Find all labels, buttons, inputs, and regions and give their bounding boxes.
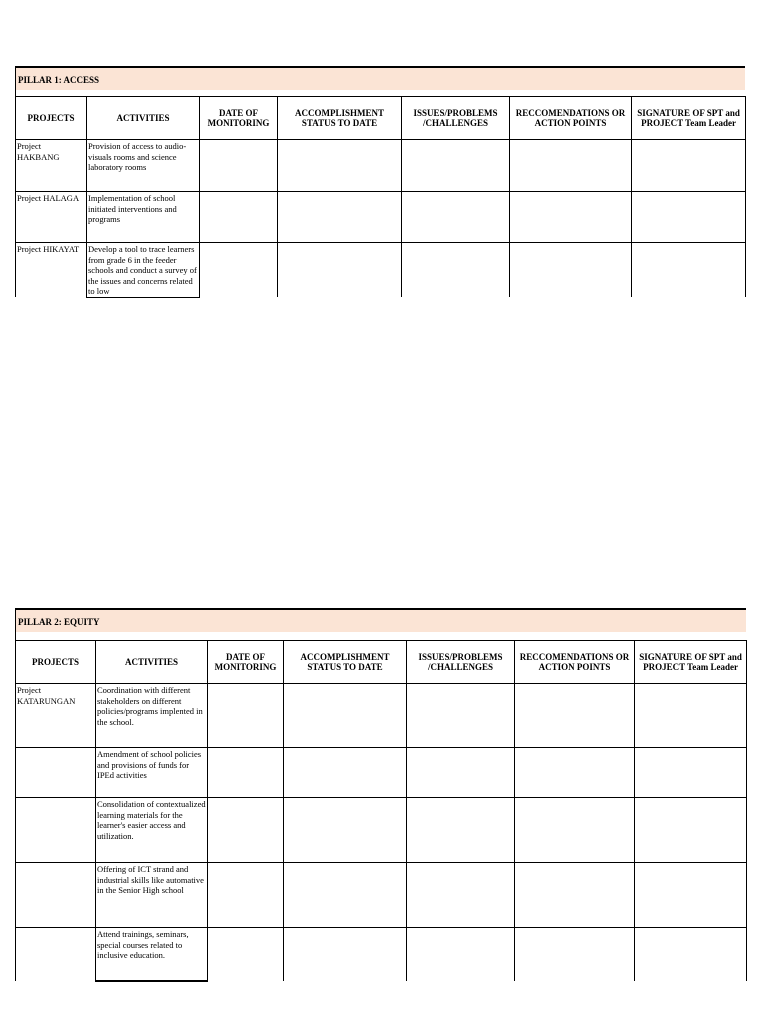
recommendations-cell[interactable]: [515, 863, 635, 928]
signature-cell[interactable]: [635, 748, 747, 798]
header-date-of-monitoring: DATE OF MONITORING: [200, 97, 278, 140]
header-recommendations: RECCOMENDATIONS OR ACTION POINTS: [515, 641, 635, 684]
pillar-2-table: [15, 632, 747, 982]
header-row: [16, 641, 747, 684]
project-cell: Project KATARUNGAN: [16, 684, 96, 748]
recommendations-cell[interactable]: [515, 684, 635, 748]
activity-cell: Coordination with different stakeholders on different policies/programs implented in the school.: [96, 684, 208, 748]
signature-cell[interactable]: [632, 192, 746, 243]
pillar-1-table: [15, 90, 746, 298]
signature-cell[interactable]: [635, 863, 747, 928]
header-projects: PROJECTS: [16, 641, 96, 684]
signature-cell[interactable]: [635, 798, 747, 863]
header-date-of-monitoring: DATE OF MONITORING: [208, 641, 284, 684]
activity-cell: Provision of access to audio-visuals rooms and science laboratory rooms: [87, 140, 200, 192]
date-cell[interactable]: [200, 140, 278, 192]
issues-cell[interactable]: [407, 928, 515, 981]
header-signature: SIGNATURE OF SPT and PROJECT Team Leader: [632, 97, 746, 140]
signature-cell[interactable]: [635, 928, 747, 981]
header-issues: ISSUES/PROBLEMS /CHALLENGES: [402, 97, 510, 140]
signature-cell[interactable]: [632, 243, 746, 298]
project-cell: Project HAKBANG: [16, 140, 87, 192]
recommendations-cell[interactable]: [515, 928, 635, 981]
date-cell[interactable]: [200, 243, 278, 298]
header-accomplishment: ACCOMPLISHMENT STATUS TO DATE: [278, 97, 402, 140]
pillar-2-title: PILLAR 2: EQUITY: [15, 608, 746, 632]
table-row: [16, 798, 747, 863]
accomplishment-cell[interactable]: [284, 684, 407, 748]
date-cell[interactable]: [208, 684, 284, 748]
issues-cell[interactable]: [407, 684, 515, 748]
header-accomplishment: ACCOMPLISHMENT STATUS TO DATE: [284, 641, 407, 684]
header-projects: PROJECTS: [16, 97, 87, 140]
header-issues: ISSUES/PROBLEMS /CHALLENGES: [407, 641, 515, 684]
accomplishment-cell[interactable]: [278, 140, 402, 192]
activity-cell: Consolidation of contextualized learning materials for the learner's easier access and utilization.: [96, 798, 208, 863]
activity-cell: Amendment of school policies and provisions of funds for IPEd activities: [96, 748, 208, 798]
project-cell: Project HALAGA: [16, 192, 87, 243]
header-signature: SIGNATURE OF SPT and PROJECT Team Leader: [635, 641, 747, 684]
project-cell: Project HIKAYAT: [16, 243, 87, 298]
project-cell: [16, 928, 96, 981]
issues-cell[interactable]: [407, 748, 515, 798]
issues-cell[interactable]: [402, 243, 510, 298]
activity-cell: Offering of ICT strand and industrial skills like automative in the Senior High school: [96, 863, 208, 928]
recommendations-cell[interactable]: [515, 748, 635, 798]
date-cell[interactable]: [208, 748, 284, 798]
recommendations-cell[interactable]: [510, 243, 632, 298]
signature-cell[interactable]: [632, 140, 746, 192]
issues-cell[interactable]: [407, 798, 515, 863]
table-row: [16, 243, 746, 298]
pillar-1-section: [15, 66, 745, 298]
activity-cell: Develop a tool to trace learners from grade 6 in the feeder schools and conduct a survey of the issues and concerns related to low: [87, 243, 200, 298]
date-cell[interactable]: [208, 863, 284, 928]
table-row: [16, 192, 746, 243]
project-cell: [16, 863, 96, 928]
header-activities: ACTIVITIES: [96, 641, 208, 684]
pillar-1-title: PILLAR 1: ACCESS: [15, 66, 745, 90]
table-row: [16, 140, 746, 192]
accomplishment-cell[interactable]: [278, 243, 402, 298]
pillar-2-section: [15, 608, 746, 982]
accomplishment-cell[interactable]: [278, 192, 402, 243]
accomplishment-cell[interactable]: [284, 928, 407, 981]
accomplishment-cell[interactable]: [284, 863, 407, 928]
recommendations-cell[interactable]: [515, 798, 635, 863]
table-row: [16, 748, 747, 798]
project-cell: [16, 798, 96, 863]
signature-cell[interactable]: [635, 684, 747, 748]
issues-cell[interactable]: [402, 140, 510, 192]
recommendations-cell[interactable]: [510, 192, 632, 243]
issues-cell[interactable]: [402, 192, 510, 243]
project-cell: [16, 748, 96, 798]
table-row: [16, 928, 747, 981]
activity-cell: Attend trainings, seminars, special courses related to inclusive education.: [96, 928, 208, 981]
accomplishment-cell[interactable]: [284, 798, 407, 863]
table-row: [16, 684, 747, 748]
issues-cell[interactable]: [407, 863, 515, 928]
accomplishment-cell[interactable]: [284, 748, 407, 798]
activity-cell: Implementation of school initiated interventions and programs: [87, 192, 200, 243]
recommendations-cell[interactable]: [510, 140, 632, 192]
date-cell[interactable]: [200, 192, 278, 243]
table-row: [16, 863, 747, 928]
header-recommendations: RECCOMENDATIONS OR ACTION POINTS: [510, 97, 632, 140]
header-row: [16, 97, 746, 140]
date-cell[interactable]: [208, 798, 284, 863]
date-cell[interactable]: [208, 928, 284, 981]
header-activities: ACTIVITIES: [87, 97, 200, 140]
